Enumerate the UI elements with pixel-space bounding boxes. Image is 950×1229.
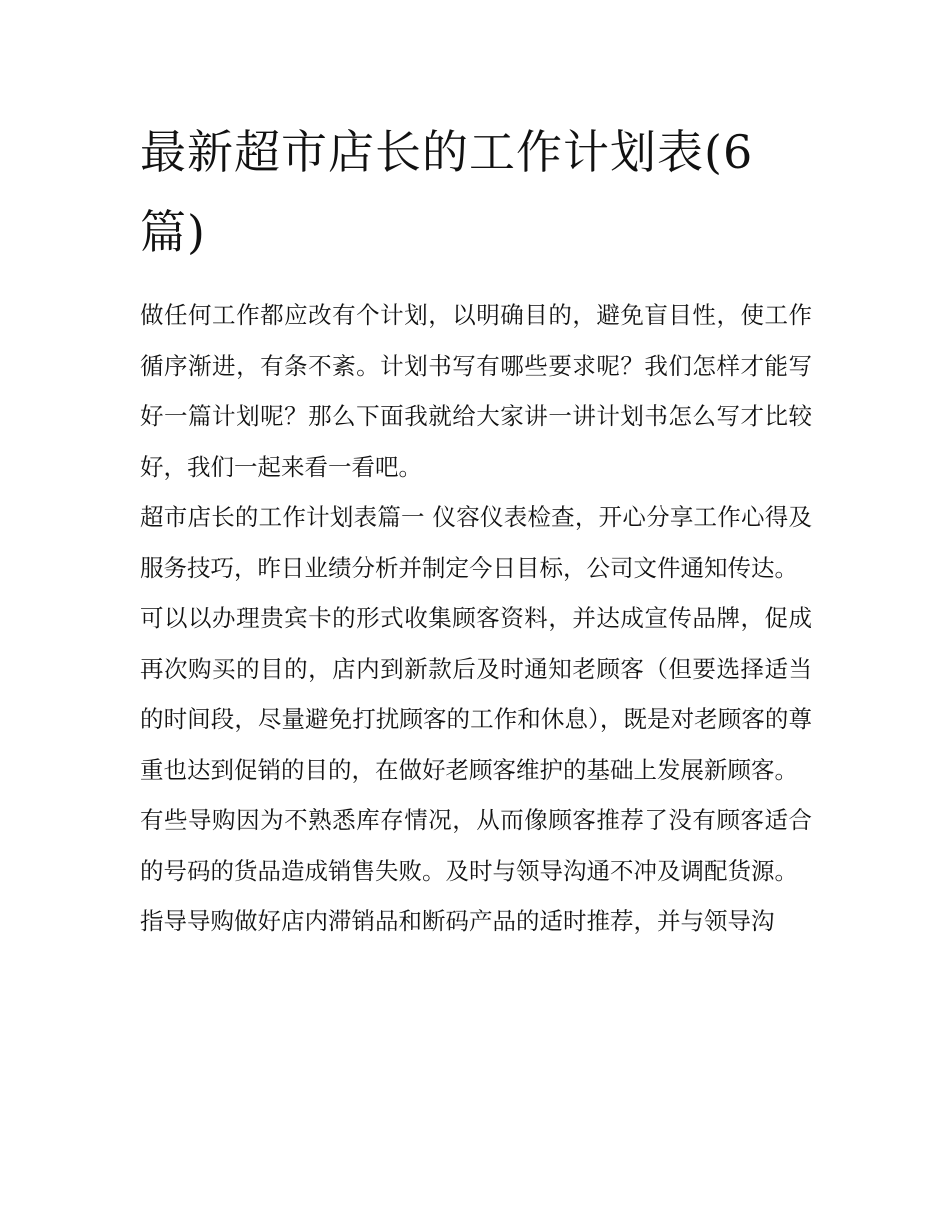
paragraph-slow-sellers: 指导导购做好店内滞销品和断码产品的适时推荐，并与领导沟 (140, 907, 775, 935)
paragraph-section-1: 超市店长的工作计划表篇一 仪容仪表检查，开心分享工作心得及服务技巧，昨日业绩分析并制定今日目标，公司文件通知传达。 (140, 503, 812, 582)
paragraph-intro: 做任何工作都应改有个计划，以明确目的，避免盲目性，使工作循序渐进，有条不紊。计划书写有哪些要求呢？我们怎样才能写好一篇计划呢？那么下面我就给大家讲一讲计划书怎么写才比较好，我们一起来看一看吧。 (140, 301, 812, 481)
document-page (140, 112, 812, 947)
paragraph-vip-card: 可以以办理贵宾卡的形式收集顾客资料，并达成宣传品牌，促成再次购买的目的，店内到新款后及时通知老顾客（但要选择适当的时间段，尽量避免打扰顾客的工作和休息），既是对老顾客的尊重也达到促销的目的，在做好老顾客维护的基础上发展新顾客。 (140, 604, 812, 784)
document-title: 最新超市店长的工作计划表(6篇) (140, 125, 754, 259)
paragraph-inventory: 有些导购因为不熟悉库存情况，从而像顾客推荐了没有顾客适合的号码的货品造成销售失败。及时与领导沟通不冲及调配货源。 (140, 806, 812, 885)
